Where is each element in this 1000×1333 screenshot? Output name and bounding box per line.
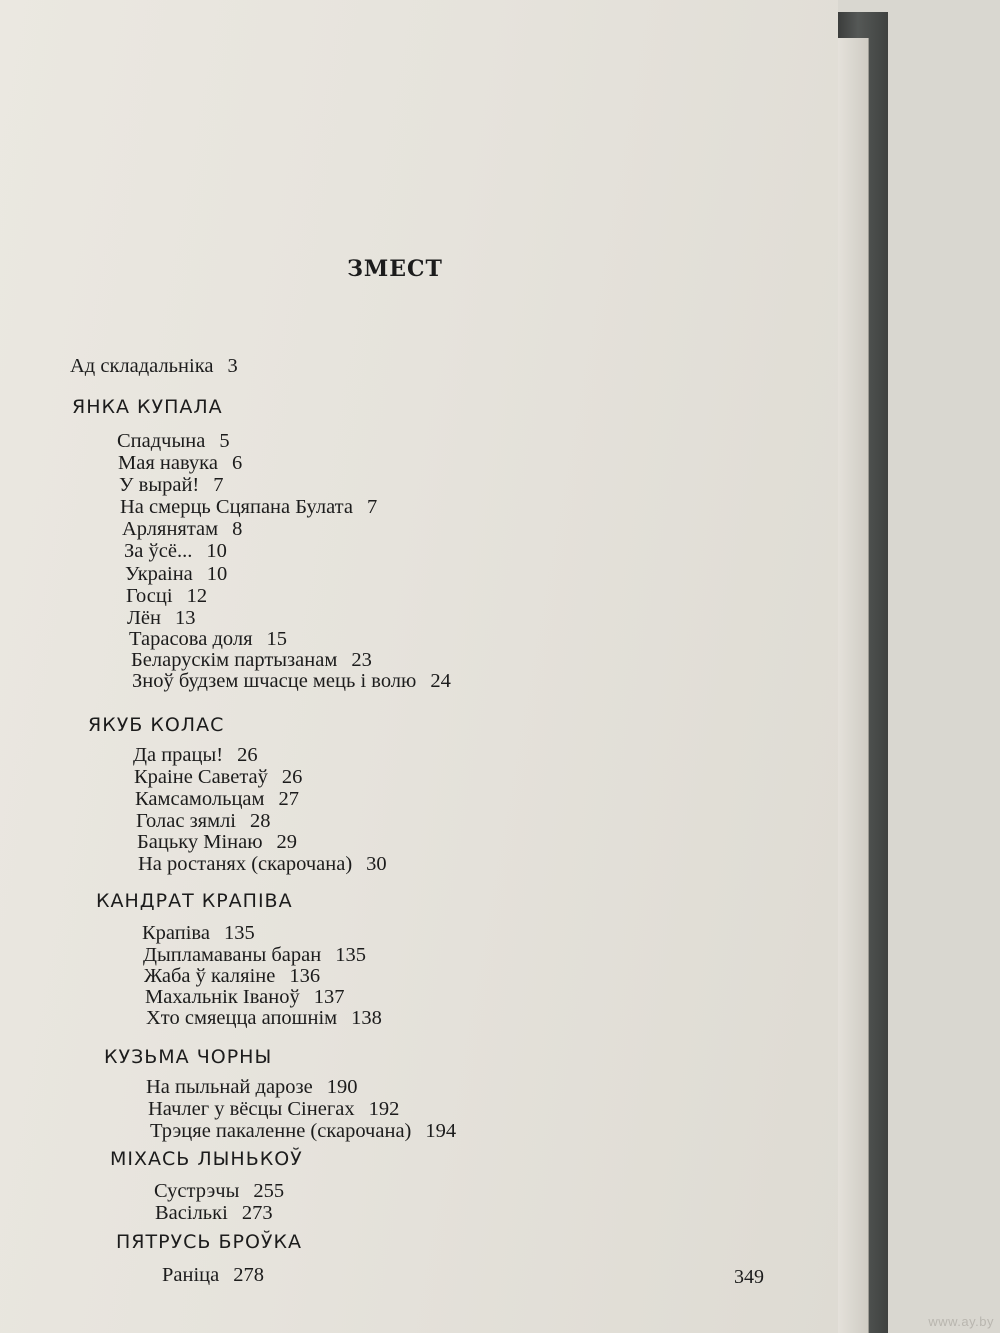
toc-entry: Зноў будзем шчасце мець і волю 24 [132, 670, 451, 692]
toc-entry: Госці 12 [126, 585, 208, 607]
toc-entry: Васількі 273 [155, 1202, 273, 1224]
toc-entry: Да працы! 26 [133, 744, 258, 766]
toc-entry: Арлянятам 8 [122, 518, 243, 540]
toc-entry: Лён 13 [127, 607, 196, 629]
toc-entry: Раніца 278 [162, 1264, 264, 1286]
site-watermark: www.ay.by [928, 1314, 994, 1329]
toc-entry: Бацьку Мінаю 29 [137, 831, 298, 853]
toc-entry: Украіна 10 [125, 563, 228, 585]
section-author-chorny: КУЗЬМА ЧОРНЫ [104, 1046, 273, 1068]
page-edge [838, 38, 869, 1333]
toc-entry: Трэцяе пакаленне (скарочана) 194 [150, 1120, 457, 1142]
toc-entry: У вырай! 7 [119, 474, 224, 496]
toc-entry: На смерць Сцяпана Булата 7 [120, 496, 378, 518]
toc-entry: За ўсё... 10 [124, 540, 227, 562]
section-author-kupala: ЯНКА КУПАЛА [72, 396, 223, 418]
toc-entry: Мая навука 6 [118, 452, 243, 474]
toc-entry: Тарасова доля 15 [129, 628, 288, 650]
toc-entry: Жаба ў каляіне 136 [144, 965, 321, 987]
section-author-lynkou: МІХАСЬ ЛЫНЬКОЎ [110, 1148, 303, 1170]
toc-entry: Камсамольцам 27 [135, 788, 299, 810]
contents-title: ЗМЕСТ [347, 256, 443, 282]
toc-entry: Начлег у вёсцы Сінегах 192 [148, 1098, 400, 1120]
entry-page: 3 [227, 355, 238, 377]
toc-entry: Беларускім партызанам 23 [131, 649, 372, 671]
toc-entry: На пыльнай дарозе 190 [146, 1076, 358, 1098]
toc-entry: Крапіва 135 [142, 922, 255, 944]
toc-entry: Хто смяецца апошнім 138 [146, 1007, 382, 1029]
book-cover [838, 0, 1000, 1333]
toc-entry: На ростанях (скарочана) 30 [138, 853, 387, 875]
toc-entry-intro [70, 355, 238, 377]
entry-title: Ад складальніка [70, 355, 214, 377]
toc-entry: Сустрэчы 255 [154, 1180, 285, 1202]
toc-entry: Махальнік Іваноў 137 [145, 986, 345, 1008]
page-number: 349 [734, 1266, 764, 1288]
section-author-kolas: ЯКУБ КОЛАС [88, 714, 225, 736]
toc-entry: Дыпламаваны баран 135 [143, 944, 366, 966]
section-author-krapiva: КАНДРАТ КРАПІВА [96, 890, 293, 912]
toc-entry: Голас зямлі 28 [136, 810, 271, 832]
toc-entry: Спадчына 5 [117, 430, 230, 452]
toc-entry: Краіне Саветаў 26 [134, 766, 303, 788]
section-author-brouka: ПЯТРУСЬ БРОЎКА [116, 1231, 302, 1253]
